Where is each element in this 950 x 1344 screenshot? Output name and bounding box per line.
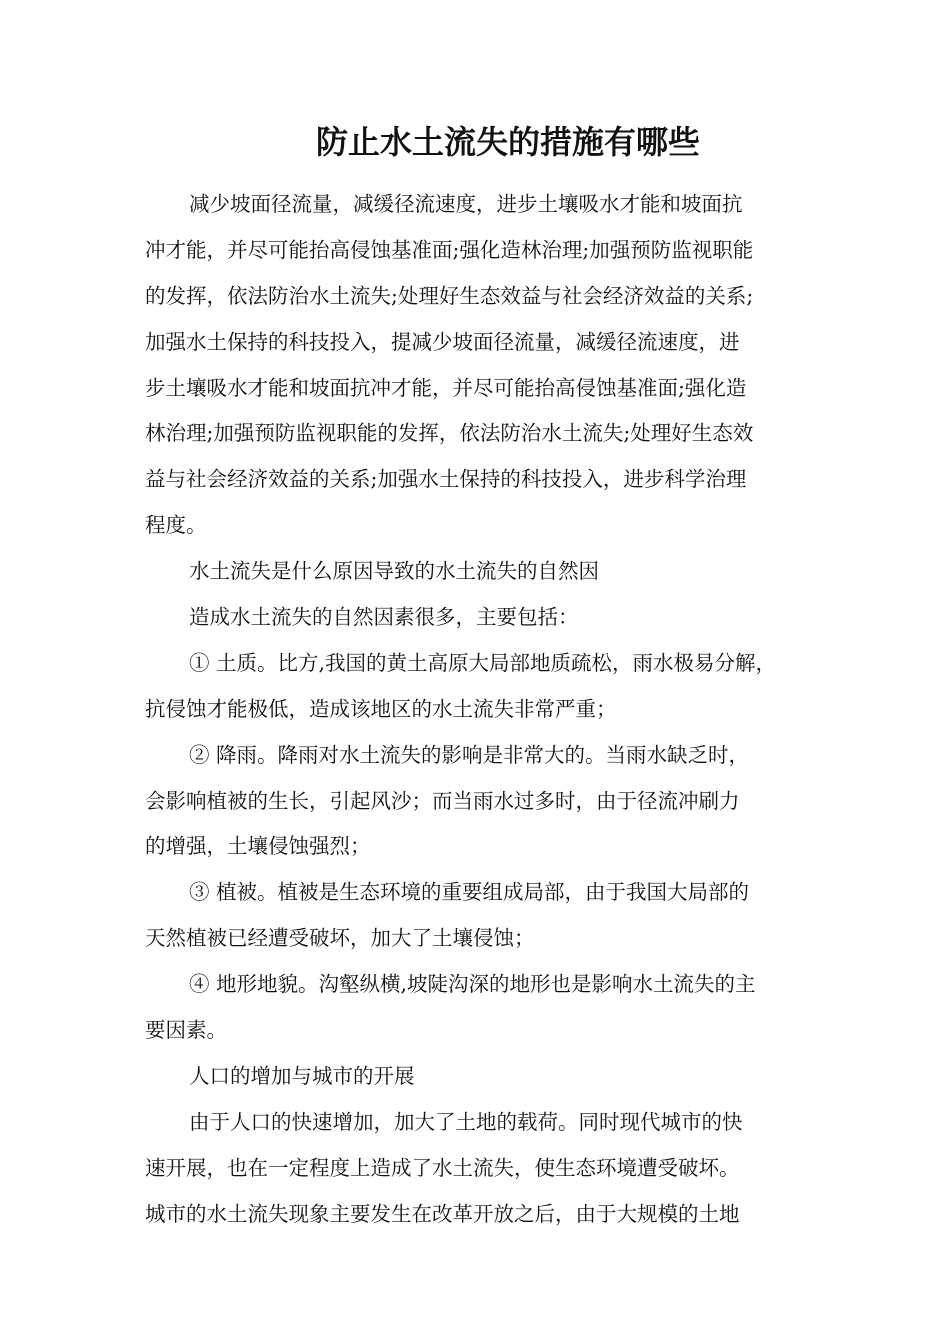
text-line: 天然植被已经遭受破坏，加大了土壤侵蚀； [145,926,535,951]
text-line: 要因素。 [145,1018,227,1043]
text-line: 益与社会经济效益的关系;加强水土保持的科技投入，进步科学治理 [145,467,747,492]
list-item-rainfall: ② 降雨。降雨对水土流失的影响是非常大的。当雨水缺乏时， [189,742,750,767]
text-line: 造成水土流失的自然因素很多，主要包括： [189,605,579,630]
text-line: 减少坡面径流量，减缓径流速度，进步土壤吸水才能和坡面抗 [189,192,743,216]
text-line: 步土壤吸水才能和坡面抗冲才能，并尽可能抬高侵蚀基准面;强化造 [145,375,747,400]
text-line: 加强水土保持的科技投入，提减少坡面径流量，减缓径流速度，进 [145,329,740,354]
section-heading: 水土流失是什么原因导致的水土流失的自然因 [189,559,599,584]
list-item-terrain: ④ 地形地貌。沟壑纵横,坡陡沟深的地形也是影响水土流失的主 [189,972,756,997]
text-line: 程度。 [145,513,207,538]
text-line: 的增强，土壤侵蚀强烈； [145,834,371,859]
text-line: 城市的水土流失现象主要发生在改革开放之后，由于大规模的土地 [145,1201,740,1226]
text-line: 的发挥，依法防治水土流失;处理好生态效益与社会经济效益的关系; [145,283,754,308]
document-title: 防止水土流失的措施有哪些 [315,123,700,161]
text-line: 冲才能，并尽可能抬高侵蚀基准面;强化造林治理;加强预防监视职能 [145,237,754,262]
section-heading: 人口的增加与城市的开展 [189,1063,415,1088]
list-item-soil: ① 土质。比方,我国的黄土高原大局部地质疏松，雨水极易分解， [189,650,777,675]
text-line: 速开展，也在一定程度上造成了水土流失，使生态环境遭受破坏。 [145,1155,740,1180]
text-line: 会影响植被的生长，引起风沙；而当雨水过多时，由于径流冲刷力 [145,788,740,813]
document-body [145,182,815,1237]
text-line: 林治理;加强预防监视职能的发挥，依法防治水土流失;处理好生态效 [145,421,754,446]
text-line: 抗侵蚀才能极低，造成该地区的水土流失非常严重； [145,696,617,721]
list-item-vegetation: ③ 植被。植被是生态环境的重要组成局部，由于我国大局部的 [189,880,750,905]
text-line: 由于人口的快速增加，加大了土地的载荷。同时现代城市的快 [189,1109,743,1134]
